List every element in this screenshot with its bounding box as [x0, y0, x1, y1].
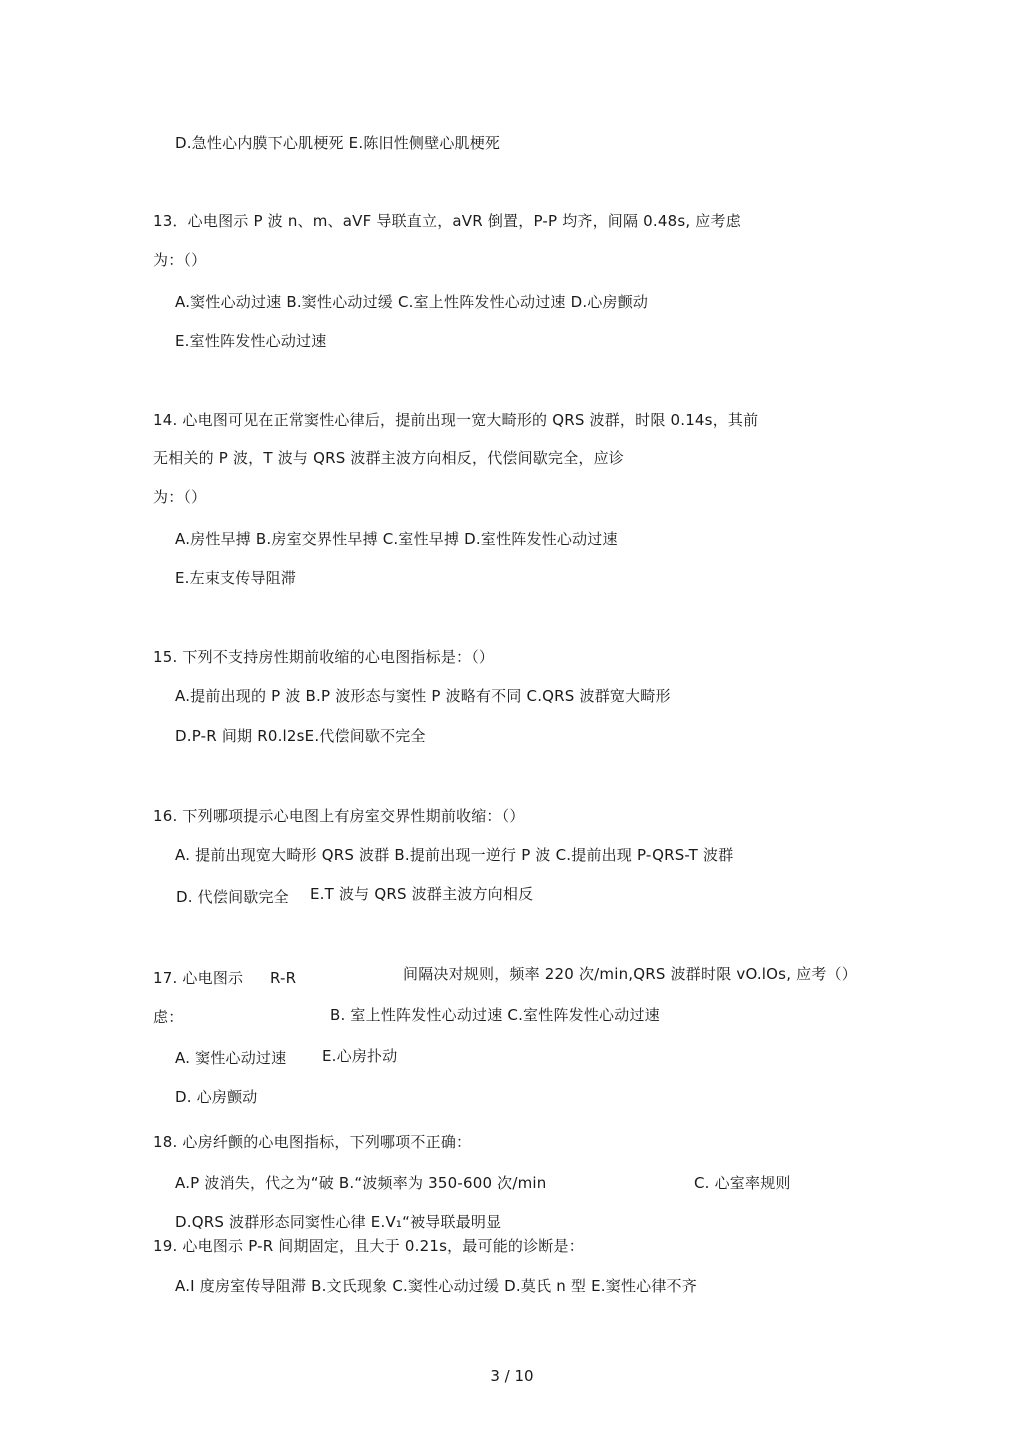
- q14-options-line2: E.左束支传导阻滞: [175, 569, 297, 587]
- q18-options-line1b: C. 心室率规则: [694, 1174, 791, 1192]
- q17-stem-part2: R-R: [270, 969, 297, 987]
- q17-stem-line2: 虑：: [153, 1008, 184, 1026]
- page-number: 3 / 10: [490, 1367, 534, 1385]
- q14-stem-line2: 无相关的 P 波，T 波与 QRS 波群主波方向相反，代偿间歇完全，应诊: [153, 449, 625, 467]
- q12-options-line: D.急性心内膜下心肌梗死 E.陈旧性侧壁心肌梗死: [175, 134, 501, 152]
- q16-options-line1: A. 提前出现宽大畸形 QRS 波群 B.提前出现一逆行 P 波 C.提前出现 P-QRS-T 波群: [175, 846, 734, 864]
- q18-options-line2: D.QRS 波群形态同窦性心律 E.V₁“被导联最明显: [175, 1213, 502, 1231]
- q18-options-line1a: A.P 波消失，代之为“破 B.“波频率为 350-600 次/min: [175, 1174, 547, 1192]
- q15-options-line1: A.提前出现的 P 波 B.P 波形态与窦性 P 波略有不同 C.QRS 波群宽大畸形: [175, 687, 671, 705]
- q14-stem-line1: 14. 心电图可见在正常窦性心律后，提前出现一宽大畸形的 QRS 波群，时限 0.14s，其前: [153, 411, 759, 429]
- q16-options-line2-d: D. 代偿间歇完全: [176, 888, 289, 906]
- q17-options-b-c: B. 室上性阵发性心动过速 C.室性阵发性心动过速: [330, 1006, 660, 1024]
- q15-options-line2: D.P-R 间期 R0.l2sE.代偿间歇不完全: [175, 727, 426, 745]
- q13-stem-line2: 为：（）: [153, 251, 207, 269]
- q17-option-d: D. 心房颤动: [175, 1088, 258, 1106]
- q17-stem-part3: 间隔决对规则，频率 220 次/min,QRS 波群时限 vO.lOs, 应考（）: [403, 965, 857, 983]
- q19-stem-line1: 19. 心电图示 P-R 间期固定，且大于 0.21s，最可能的诊断是：: [153, 1237, 584, 1255]
- q13-options-line1: A.窦性心动过速 B.窦性心动过缓 C.室上性阵发性心动过速 D.心房颤动: [175, 293, 649, 311]
- q16-stem-line1: 16. 下列哪项提示心电图上有房室交界性期前收缩：（）: [153, 807, 525, 825]
- q13-options-line2: E.室性阵发性心动过速: [175, 332, 327, 350]
- q17-option-e: E.心房扑动: [322, 1047, 398, 1065]
- q18-stem-line1: 18. 心房纤颤的心电图指标，下列哪项不正确：: [153, 1133, 472, 1151]
- q14-stem-line3: 为：（）: [153, 488, 207, 506]
- q19-options-line1: A.I 度房室传导阻滞 B.文氏现象 C.窦性心动过缓 D.莫氏 n 型 E.窦性心律不齐: [175, 1277, 697, 1295]
- q13-stem-line1: 13．心电图示 P 波 n、m、aVF 导联直立，aVR 倒置，P-P 均齐，间隔 0.48s, 应考虑: [153, 212, 741, 230]
- q15-stem-line1: 15. 下列不支持房性期前收缩的心电图指标是：（）: [153, 648, 495, 666]
- q17-option-a: A. 窦性心动过速: [175, 1049, 287, 1067]
- q16-options-line2-e: E.T 波与 QRS 波群主波方向相反: [310, 885, 534, 903]
- q17-stem-part1: 17. 心电图示: [153, 969, 244, 987]
- q14-options-line1: A.房性早搏 B.房室交界性早搏 C.室性早搏 D.室性阵发性心动过速: [175, 530, 618, 548]
